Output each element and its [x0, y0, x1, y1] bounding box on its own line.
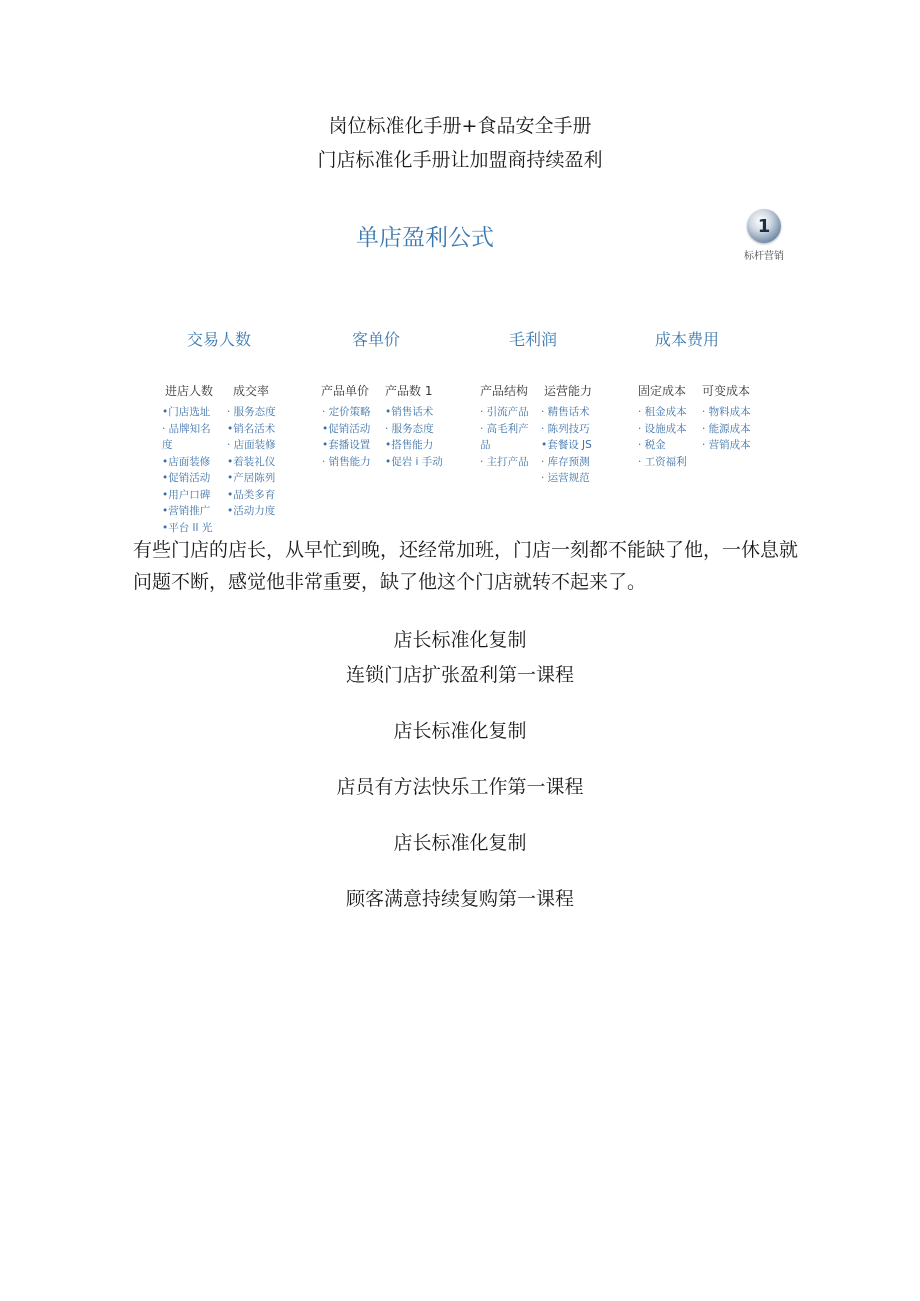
list-item: •活动力度: [227, 505, 276, 517]
course-line-4: 店员有方法快乐工作第一课程: [336, 776, 584, 798]
course-line-3: 店长标准化复制: [393, 720, 527, 742]
list-item: •门店选址: [162, 406, 211, 418]
brand-logo: [741, 209, 787, 262]
number-one-icon: [747, 209, 781, 243]
list-item: · 设施成本: [638, 422, 687, 435]
list-item: •平台 ll 光: [162, 521, 213, 534]
list-item: •搭售能力: [385, 439, 434, 451]
list-item: · 销售能力: [322, 455, 371, 468]
list-item: · 营销成本: [702, 439, 751, 451]
list-item: 度: [162, 439, 173, 451]
header-line-1: 岗位标准化手册+食品安全手册: [328, 115, 592, 137]
item-list-unit-price: [322, 404, 384, 467]
list-item: · 店面装修: [227, 439, 276, 451]
list-item: •促销活动: [162, 472, 211, 484]
list-item: · 服务态度: [385, 422, 434, 435]
item-list-variable-cost: [702, 404, 764, 460]
list-item: · 高毛利产: [480, 422, 529, 435]
list-item: · 引流产品: [480, 406, 529, 418]
list-item: •促岩 i 手动: [385, 455, 443, 468]
list-item: · 租金成本: [638, 406, 687, 418]
list-item: •销售话术: [385, 406, 434, 418]
course-line-5: 店长标准化复制: [393, 832, 527, 854]
course-line-2: 连锁门店扩张盈利第一课程: [345, 664, 574, 686]
sub-unit-price: 产品单价: [321, 384, 370, 398]
sub-product-count: 产品数 1: [385, 384, 433, 398]
list-item: · 库存预测: [541, 455, 590, 468]
course-line-1: 店长标准化复制: [393, 629, 527, 651]
list-item: · 运营规范: [541, 472, 590, 484]
sub-product-structure: 产品结构: [480, 384, 529, 398]
list-item: •套播设置: [322, 439, 371, 451]
header-line-2: 门店标准化手册让加盟商持续盈利: [317, 149, 603, 171]
factor-ticket-price: 客单价: [352, 330, 401, 349]
list-item: 品: [480, 439, 491, 451]
sub-operations: 运营能力: [544, 384, 593, 398]
logo-text: 标杆营销: [744, 251, 784, 262]
sub-variable-cost: 可变成本: [702, 384, 751, 398]
list-item: · 物料成本: [702, 406, 751, 418]
factor-transactions: 交易人数: [187, 330, 252, 349]
sub-visitors: 进店人数: [165, 384, 214, 398]
list-item: · 陈列技巧: [541, 422, 590, 435]
list-item: •促销活动: [322, 422, 371, 435]
factor-gross-profit: 毛利润: [509, 330, 558, 349]
sub-conversion: 成交率: [233, 384, 270, 398]
list-item: · 精售话术: [541, 406, 590, 418]
list-item: •销名活术: [227, 422, 276, 435]
list-item: •店面装修: [162, 455, 211, 468]
item-list-conversion: [227, 404, 291, 526]
list-item: •套餐设 JS: [541, 439, 592, 451]
sub-fixed-cost: 固定成本: [638, 384, 687, 398]
item-list-product-count: [385, 404, 447, 467]
list-item: · 定价策略: [322, 406, 371, 418]
item-list-visitors: [162, 404, 224, 534]
list-item: · 主打产品: [480, 455, 529, 468]
item-list-product-structure: [480, 404, 542, 470]
list-item: · 税金: [638, 439, 666, 451]
list-item: •用户口碑: [162, 488, 211, 501]
list-item: •着装礼仪: [227, 455, 276, 468]
list-item: •营销推广: [162, 505, 211, 517]
list-item: •产居陈列: [227, 472, 276, 484]
list-item: · 服务态度: [227, 406, 276, 418]
course-line-6: 顾客满意持续复购第一课程: [345, 888, 574, 910]
list-item: · 工资福利: [638, 455, 687, 468]
item-list-fixed-cost: [638, 404, 700, 467]
item-list-operations: [541, 404, 605, 482]
list-item: · 品牌知名: [162, 422, 211, 435]
list-item: •品类多育: [227, 488, 276, 501]
diagram-title: 单店盈利公式: [356, 225, 494, 251]
list-item: · 能源成本: [702, 422, 751, 435]
factor-cost: 成本费用: [655, 330, 720, 349]
logo-number: 1: [757, 215, 771, 237]
body-paragraph: 有些门店的店长，从早忙到晚，还经常加班，门店一刻都不能缺了他，一休息就问题不断，感觉他非常重要，缺了他这个门店就转不起来了。: [133, 539, 799, 593]
